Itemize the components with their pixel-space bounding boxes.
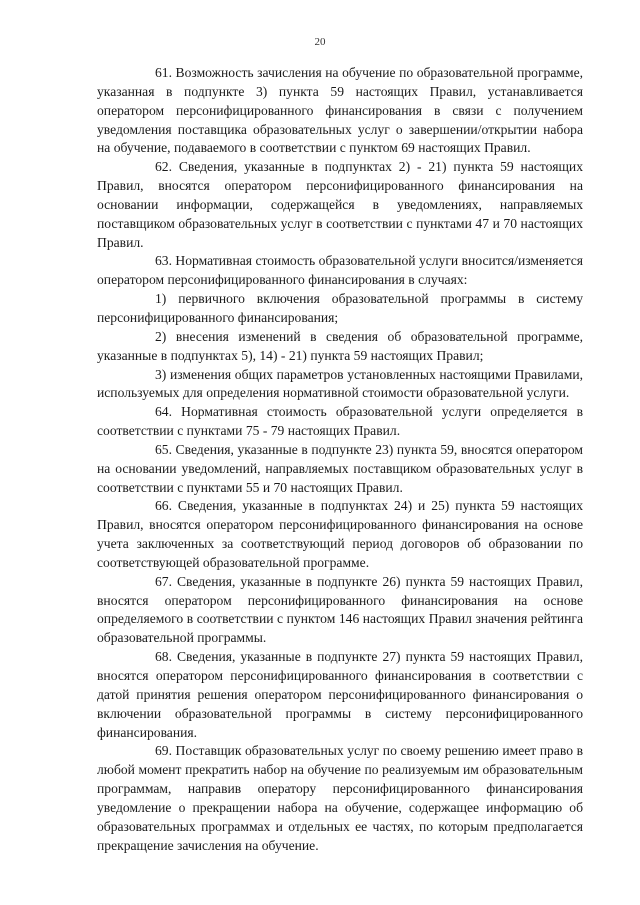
paragraph-66: 66. Сведения, указанные в подпунктах 24) и 25) пункта 59 настоящих Правил, вносятся оператором персонифицированного финансирования на основе учета заключенных за соответствующий период договоров об образовании по соответствующей образовательной программе. — [97, 498, 583, 570]
paragraph-68: 68. Сведения, указанные в подпункте 27) пункта 59 настоящих Правил, вносятся оператором персонифицированного финансирования в соответствии с датой принятия решения оператором персонифицированного финансирования о включении образовательной программы в систему персонифицированного финансирования. — [97, 649, 583, 740]
list-item-63-1: 1) первичного включения образовательной программы в систему персонифицированного финансирования; — [97, 291, 583, 325]
paragraph-65: 65. Сведения, указанные в подпункте 23) пункта 59, вносятся оператором на основании уведомлений, направляемых поставщиком образовательных услуг в соответствии с пунктами 55 и 70 настоящих Правил. — [97, 441, 583, 495]
paragraph-61: 61. Возможность зачисления на обучение по образовательной программе, указанная в подпункте 3) пункта 59 настоящих Правил, устанавливается оператором персонифицированного финансирования в связи с получением уведомления поставщика образовательных услуг о завершении/открытии набора на обучение, подаваемого в соответствии с пунктом 69 настоящих Правил. — [97, 65, 583, 156]
paragraph-69: 69. Поставщик образовательных услуг по своему решению имеет право в любой момент прекратить набор на обучение по реализуемым им образовательным программам, направив оператору персонифицированного финансирования уведомление о прекращении набора на обучение, содержащее информацию об образовательных программах и отдельных ее частях, по которым предполагается прекращение зачисления на обучение. — [97, 743, 583, 853]
paragraph-64: 64. Нормативная стоимость образовательной услуги определяется в соответствии с пунктами 75 - 79 настоящих Правил. — [97, 404, 583, 439]
list-item-63-2: 2) внесения изменений в сведения об образовательной программе, указанные в подпунктах 5), 14) - 21) пункта 59 настоящих Правил; — [97, 328, 583, 363]
page-number: 20 — [314, 36, 326, 48]
list-item-63-3: 3) изменения общих параметров установленных настоящими Правилами, используемых для определения нормативной стоимости образовательной услуги. — [97, 366, 583, 401]
paragraph-62: 62. Сведения, указанные в подпунктах 2) - 21) пункта 59 настоящих Правил, вносятся оператором персонифицированного финансирования на основании информации, содержащейся в уведомлениях, направляемых поставщиком образовательных услуг в соответствии с пунктами 47 и 70 настоящих Правил. — [97, 159, 583, 250]
paragraph-63: 63. Нормативная стоимость образовательной услуги вносится/изменяется оператором персонифицированного финансирования в случаях: — [97, 253, 583, 288]
paragraph-67: 67. Сведения, указанные в подпункте 26) пункта 59 настоящих Правил, вносятся оператором персонифицированного финансирования на основе определяемого в соответствии с пунктом 146 настоящих Правил значения рейтинга образовательной программы. — [97, 573, 583, 646]
document-body — [97, 64, 583, 855]
